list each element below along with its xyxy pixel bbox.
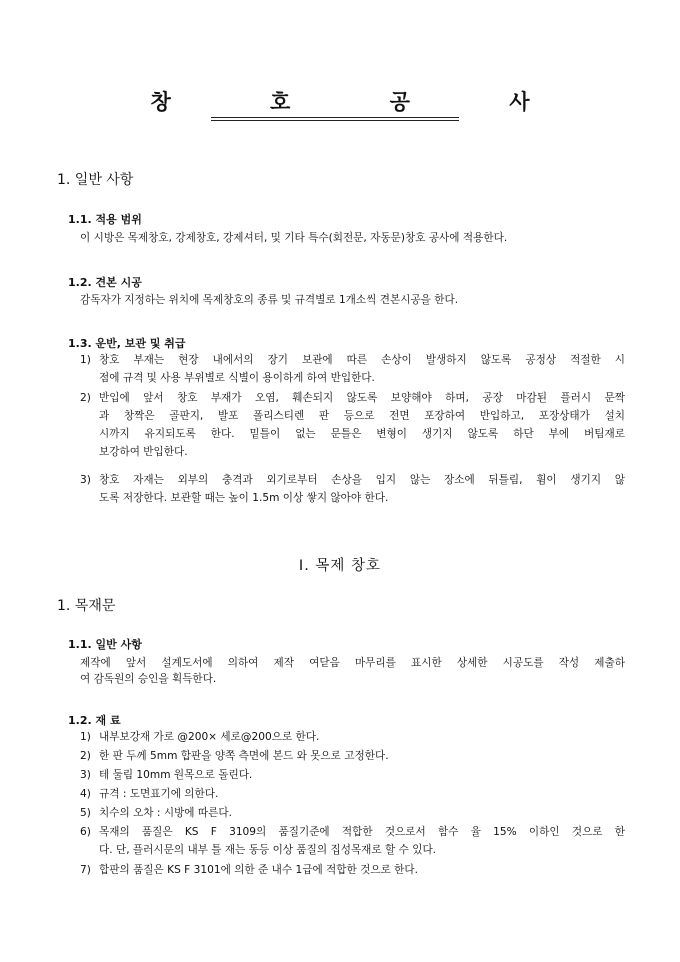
part-heading-wood-windows: Ⅰ. 목제 창호 xyxy=(298,558,382,574)
list-item-number: 5) xyxy=(80,807,91,819)
list-item-line: 반입에 앞서 창호 부재가 오염, 훼손되지 않도록 보양해야 하며, 공장 마감된 플러시 문짝 xyxy=(99,392,625,404)
list-item-line: 합판의 품질은 KS F 3101에 의한 준 내수 1급에 적합한 것으로 한다. xyxy=(99,864,419,876)
subsection-heading-sample: 1.2. 견본 시공 xyxy=(68,276,142,289)
list-item-line: 과 창짝은 골판지, 발포 폴리스티렌 판 등으로 전면 포장하여 반입하고, 포장상태가 설치 xyxy=(99,410,625,422)
list-item-line: 보강하여 반입한다. xyxy=(99,446,188,458)
subsection-heading-scope: 1.1. 적용 범위 xyxy=(68,213,142,226)
list-item-number: 1) xyxy=(80,731,91,743)
document-title: 창 호 공 사 xyxy=(150,89,576,114)
list-item-number: 7) xyxy=(80,864,91,876)
list-item-line: 창호 부재는 현장 내에서의 장기 보관에 따른 손상이 발생하지 않도록 공정상 적절한 시 xyxy=(99,354,625,366)
list-item-number: 6) xyxy=(80,826,91,838)
list-item-line: 내부보강재 가로 @200× 세로@200으로 한다. xyxy=(99,731,320,743)
title-underline-bottom xyxy=(211,120,459,121)
subsection-heading-general: 1.1. 일반 사항 xyxy=(68,638,142,651)
list-item-line: 창호 자재는 외부의 충격과 외기로부터 손상을 입지 않는 장소에 뒤틀림, 휨이 생기지 않 xyxy=(99,474,625,486)
list-item-number: 4) xyxy=(80,788,91,800)
paragraph-sample: 감독자가 지정하는 위치에 목제창호의 종류 및 규격별로 1개소씩 견본시공을 한다. xyxy=(80,294,459,306)
list-item-line: 도록 저장한다. 보관할 때는 높이 1.5m 이상 쌓지 않아야 한다. xyxy=(99,492,389,504)
list-item-line: 점에 규격 및 사용 부위별로 식별이 용이하게 하여 반입한다. xyxy=(99,372,375,384)
list-item-number: 2) xyxy=(80,750,91,762)
list-item-number: 1) xyxy=(80,354,91,366)
list-item-number: 3) xyxy=(80,769,91,781)
section-heading-wood-doors: 1. 목재문 xyxy=(57,598,116,614)
subsection-heading-handling: 1.3. 운반, 보관 및 취급 xyxy=(68,337,186,350)
list-item-number: 2) xyxy=(80,392,91,404)
list-item-line: 시까지 유지되도록 한다. 밑틀이 없는 문틀은 변형이 생기지 않도록 하단 부에 버팀재로 xyxy=(99,428,625,440)
title-underline-top xyxy=(211,117,459,118)
list-item-line: 치수의 오차 : 시방에 따른다. xyxy=(99,807,232,819)
list-item-line: 테 둘림 10mm 원목으로 돌린다. xyxy=(99,769,253,781)
paragraph-line: 제작에 앞서 설계도서에 의하여 제작 여닫음 마무리를 표시한 상세한 시공도를 작성 제출하 xyxy=(80,657,625,669)
list-item-number: 3) xyxy=(80,474,91,486)
paragraph-scope: 이 시방은 목제창호, 강제창호, 강제셔터, 및 기타 특수(회전문, 자동문)창호 공사에 적용한다. xyxy=(80,232,508,244)
paragraph-line: 여 감독원의 승인을 획득한다. xyxy=(80,673,217,685)
subsection-heading-materials: 1.2. 재 료 xyxy=(68,714,121,727)
section-heading-general: 1. 일반 사항 xyxy=(57,172,134,188)
list-item-line: 다. 단, 플러시문의 내부 틀 재는 동등 이상 품질의 집성목재로 할 수 있다. xyxy=(99,844,437,856)
list-item-line: 규격 : 도면표기에 의한다. xyxy=(99,788,219,800)
paragraph-general xyxy=(80,655,625,687)
list-item-line: 목재의 품질은 KS F 3109의 품질기준에 적합한 것으로서 함수 율 15% 이하인 것으로 한 xyxy=(99,826,625,838)
list-item-line: 한 판 두께 5mm 합판을 양쪽 측면에 본드 와 못으로 고정한다. xyxy=(99,750,389,762)
